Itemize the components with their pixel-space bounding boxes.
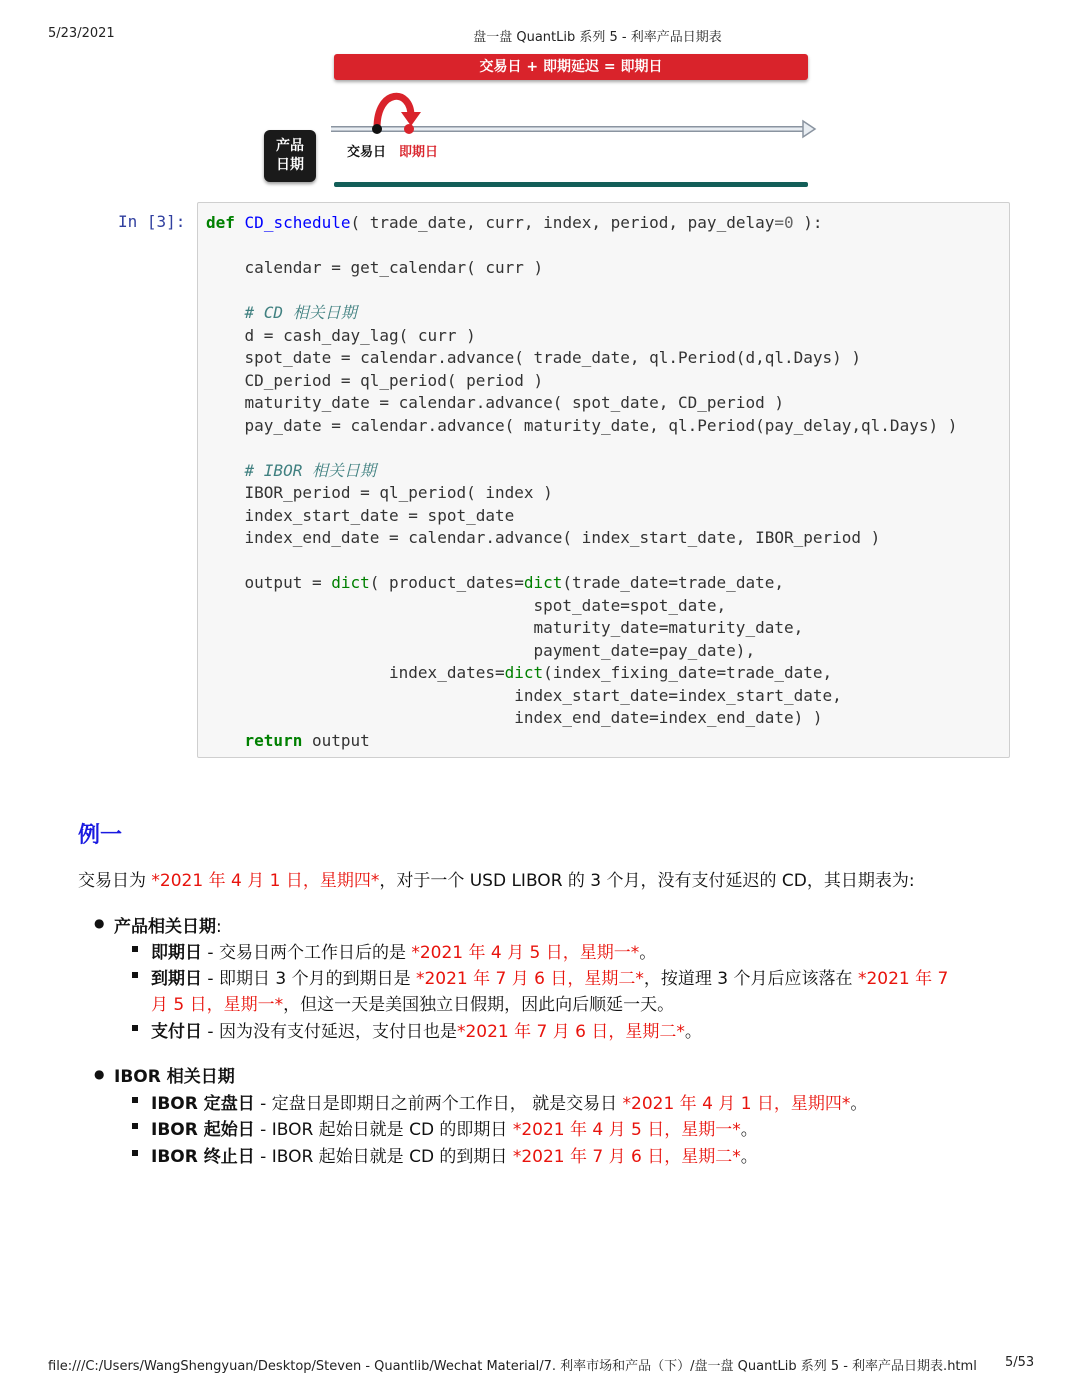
ibor-end-item: IBOR 终止日 - IBOR 起始日就是 CD 的到期日 *2021 年 7 月 6 日，星期二*。	[151, 1147, 758, 1167]
timeline-diagram	[325, 86, 825, 146]
sub-bullet	[132, 1123, 138, 1129]
code-comment: # CD 相关日期	[206, 303, 357, 322]
maturity-date-item-cont: 月 5 日，星期一*，但这一天是美国独立日假期，因此向后顺延一天。	[151, 995, 675, 1015]
spot-date-item: 即期日 - 交易日两个工作日后的是 *2021 年 4 月 5 日，星期一*。	[151, 943, 657, 963]
page-number: 5/53	[1005, 1355, 1035, 1370]
bullet-dot: ●	[94, 1067, 105, 1081]
bullet-dot: ●	[94, 916, 105, 930]
spot-date-label: 即期日	[399, 145, 439, 160]
product-dates-title: 产品相关日期:	[114, 917, 222, 937]
code-kw: def	[206, 213, 235, 232]
code-fn: CD_schedule	[244, 213, 351, 232]
code-line: calendar = get_calendar( curr )	[206, 258, 544, 277]
section-heading: 例一	[78, 823, 123, 848]
code-text: ( trade_date, curr, index, period, pay_delay	[350, 213, 775, 232]
sub-bullet	[132, 1150, 138, 1156]
sub-bullet	[132, 1025, 138, 1031]
intro-paragraph: 交易日为 *2021 年 4 月 1 日，星期四*，对于一个 USD LIBOR 的 3 个月，没有支付延迟的 CD，其日期表为:	[78, 871, 915, 891]
badge-line1: 产品	[276, 138, 304, 154]
file-path: file:///C:/Users/WangShengyuan/Desktop/Steven - Quantlib/Wechat Material/7. 利率市场和产品（下）/盘一盘 QuantLib 系列 5 - 利率产品日期表.html	[48, 1359, 977, 1374]
ibor-start-item: IBOR 起始日 - IBOR 起始日就是 CD 的即期日 *2021 年 4 月 5 日，星期一*。	[151, 1120, 758, 1140]
formula-banner: 交易日 + 即期延迟 = 即期日	[334, 54, 808, 80]
product-dates-badge	[264, 130, 316, 182]
page-title: 盘一盘 QuantLib 系列 5 - 利率产品日期表	[473, 30, 722, 45]
sub-bullet	[132, 946, 138, 952]
sub-bullet	[132, 972, 138, 978]
payment-date-item: 支付日 - 因为没有支付延迟，支付日也是*2021 年 7 月 6 日，星期二*。	[151, 1022, 702, 1042]
spot-date-dot	[404, 124, 414, 134]
ibor-dates-title: IBOR 相关日期	[114, 1067, 235, 1087]
cell-prompt: In [3]:	[118, 212, 186, 231]
print-date: 5/23/2021	[48, 26, 115, 41]
trade-date-dot	[372, 124, 382, 134]
code-cell[interactable]	[197, 202, 1010, 758]
teal-divider	[334, 182, 808, 187]
trade-date-label: 交易日	[347, 145, 387, 160]
maturity-date-item: 到期日 - 即期日 3 个月的到期日是 *2021 年 7 月 6 日，星期二*，按道理 3 个月后应该落在 *2021 年 7	[151, 969, 949, 989]
code-block: def CD_schedule( trade_date, curr, index, period, pay_delay=0 ): calendar = get_calendar( curr ) # CD 相关日期 d = cash_day_lag( curr ) spot_date = calendar.advance( trade_date, ql.Period(d,ql.Days) ) CD_period = ql_period( period ) maturity_date = calendar.advance( spot_date, CD_period ) pay_date = calendar.advance( maturity_date, ql.Period(pay_delay,ql.Days) ) # IBOR 相关日期 IBOR_period = ql_period( index ) index_start_date = spot_date index_end_date = calendar.advance( index_start_date, IBOR_period ) output = dict( product_dates=dict(trade_date=trade_date, spot_date=spot_date, maturity_date=maturity_date, payment_date=pay_date), index_dates=dict(index_fixing_date=trade_date, index_start_date=index_start_date, index_end_date=index_end_date) ) return output	[206, 213, 958, 750]
badge-line2: 日期	[276, 157, 304, 173]
timeline-arrowhead	[803, 121, 815, 137]
sub-bullet	[132, 1097, 138, 1103]
arc-arrowhead	[401, 112, 421, 126]
ibor-fixing-item: IBOR 定盘日 - 定盘日是即期日之前两个工作日， 就是交易日 *2021 年 4 月 1 日，星期四*。	[151, 1094, 868, 1114]
